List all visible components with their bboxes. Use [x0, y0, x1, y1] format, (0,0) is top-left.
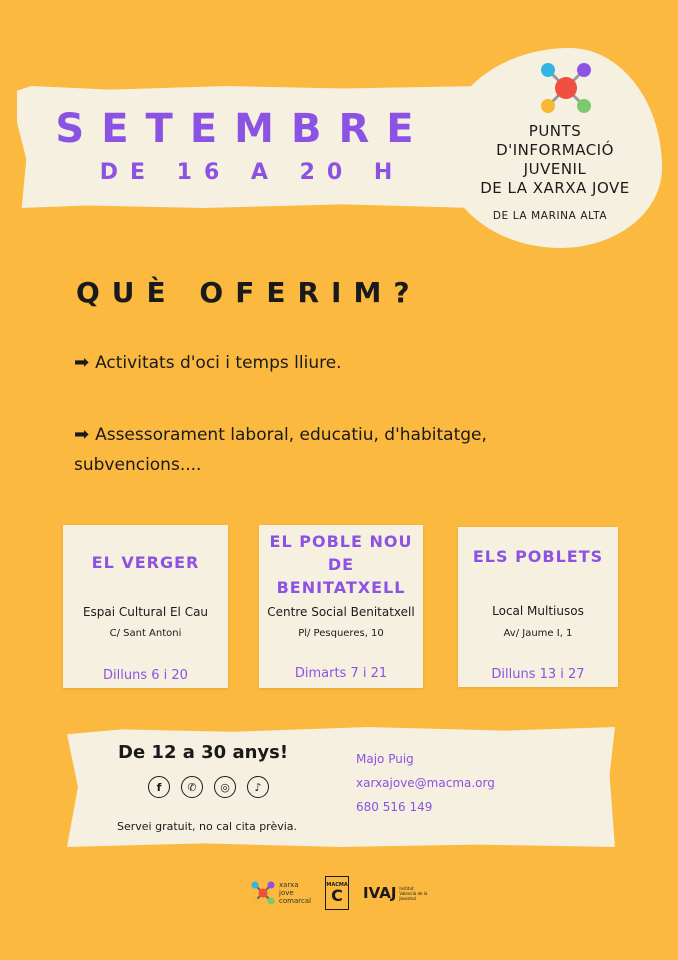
- offer-title: QUÈ OFERIM?: [76, 276, 422, 309]
- month-title: SETEMBRE: [55, 106, 431, 152]
- org-region: DE LA MARINA ALTA: [492, 210, 608, 222]
- location-address: C/ Sant Antoni: [109, 628, 182, 639]
- location-address: Pl/ Pesqueres, 10: [298, 628, 384, 639]
- location-card-benitatxell: [259, 525, 423, 688]
- xarxa-jove-comarcal-logo: xarxa jove comarcal: [250, 880, 311, 906]
- whatsapp-icon[interactable]: ✆: [181, 776, 203, 798]
- contact-name: Majo Puig: [356, 752, 414, 766]
- tiktok-icon[interactable]: ♪: [247, 776, 269, 798]
- location-venue: Local Multiusos: [492, 604, 584, 618]
- xarxa-jove-logo-icon: [536, 58, 596, 118]
- offer-item: ➡ Assessorament laboral, educatiu, d'habitatge, subvencions....: [74, 424, 487, 475]
- location-card-els-poblets: [458, 527, 618, 687]
- footer-logos: [250, 875, 429, 911]
- contact-email[interactable]: xarxajove@macma.org: [356, 776, 495, 790]
- offer-item: ➡ Activitats d'oci i temps lliure.: [74, 352, 342, 373]
- macma-logo: MACMA C: [325, 876, 349, 910]
- hours-subtitle: DE 16 A 20 H: [99, 160, 405, 185]
- location-venue: Espai Cultural El Cau: [82, 605, 209, 619]
- facebook-icon[interactable]: f: [148, 776, 170, 798]
- location-title: EL POBLE NOU DE BENITATXELL: [269, 532, 413, 597]
- age-range: De 12 a 30 anys!: [118, 742, 289, 763]
- location-title: ELS POBLETS: [472, 547, 604, 566]
- location-title: EL VERGER: [91, 553, 200, 572]
- location-address: Av/ Jaume I, 1: [503, 628, 573, 639]
- location-card-el-verger: [63, 525, 228, 688]
- location-dates: Dilluns 6 i 20: [103, 668, 188, 683]
- xarxa-network-icon: [250, 880, 276, 906]
- org-name: PUNTS D'INFORMACIÓ JUVENIL DE LA XARXA JOVE: [480, 122, 630, 197]
- ivaj-logo: IVAJ Institut Valencià de la Joventut: [363, 884, 428, 902]
- location-dates: Dimarts 7 i 21: [294, 666, 388, 681]
- arrow-right-icon: ➡: [74, 424, 90, 445]
- arrow-right-icon: ➡: [74, 352, 90, 373]
- instagram-icon[interactable]: ◎: [214, 776, 236, 798]
- location-venue: Centre Social Benitatxell: [267, 605, 415, 619]
- location-dates: Dilluns 13 i 27: [491, 667, 585, 682]
- contact-phone[interactable]: 680 516 149: [356, 800, 433, 814]
- free-service-note: Servei gratuit, no cal cita prèvia.: [117, 820, 298, 833]
- social-icons: [148, 776, 269, 798]
